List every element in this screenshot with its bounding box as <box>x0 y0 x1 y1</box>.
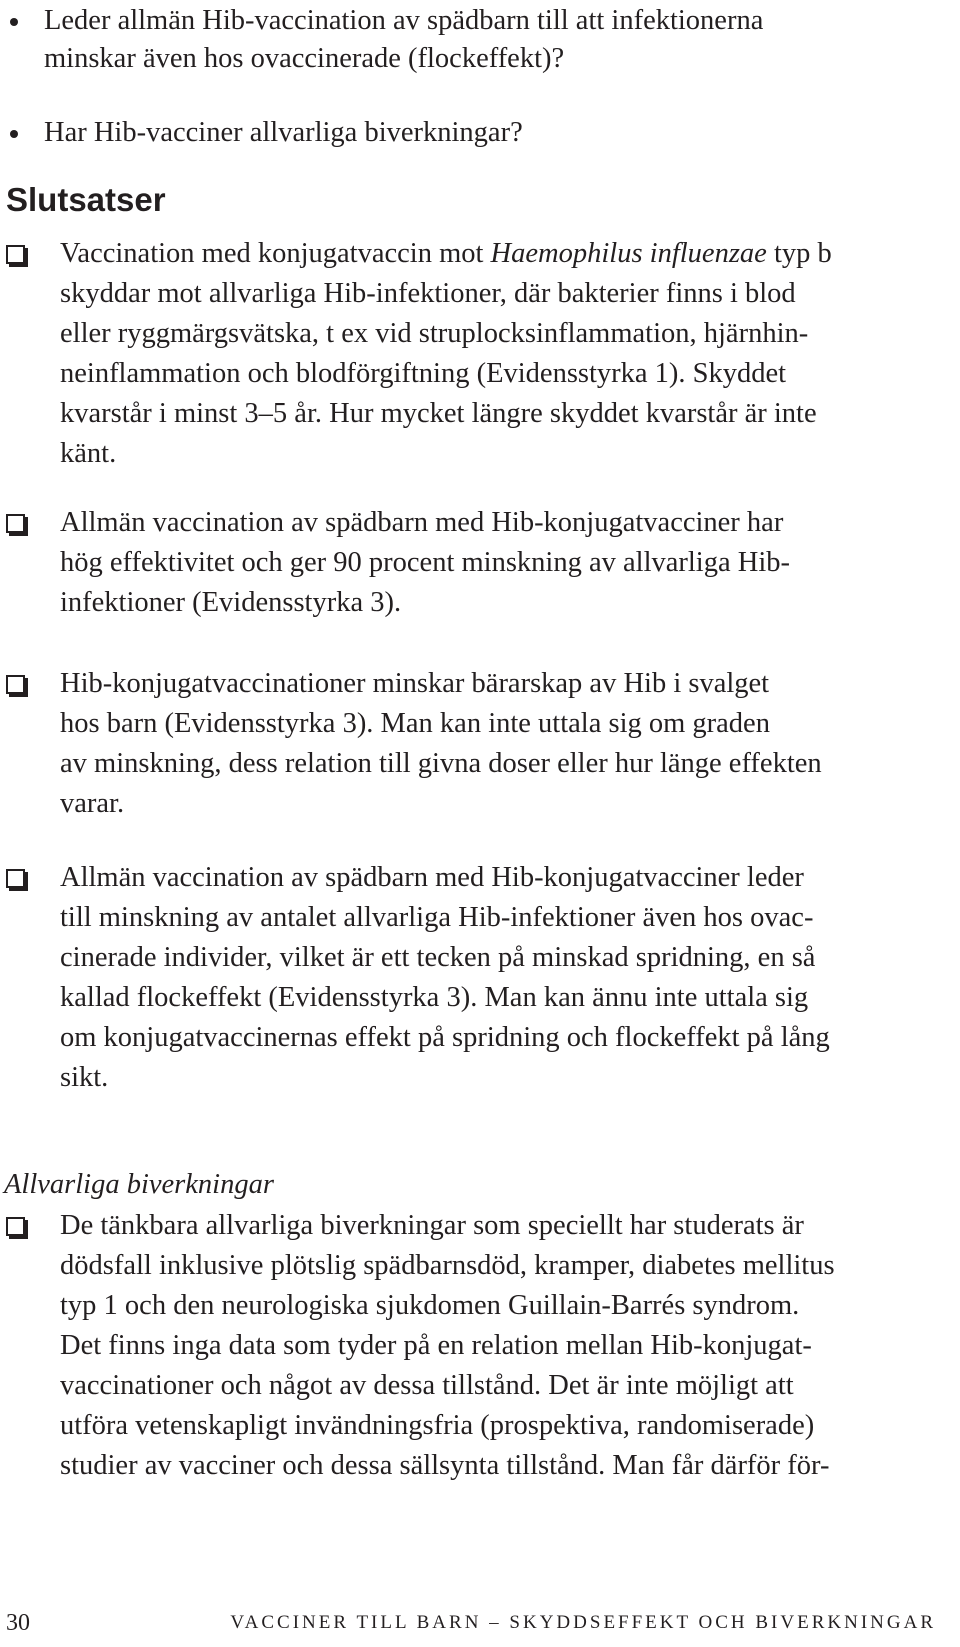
checkbox-icon <box>6 514 25 533</box>
running-title: VACCINER TILL BARN – SKYDDSEFFEKT OCH BIVERKNINGAR <box>230 1612 936 1633</box>
text-line: om konjugatvaccinernas effekt på spridning och flockeffekt på lång <box>60 1022 830 1053</box>
text-line: hos barn (Evidensstyrka 3). Man kan inte uttala sig om graden <box>60 708 770 739</box>
text-line: infektioner (Evidensstyrka 3). <box>60 587 402 618</box>
text-line: De tänkbara allvarliga biverkningar som speciellt har studerats är <box>60 1210 804 1241</box>
conclusion-text <box>60 503 948 623</box>
text-line: till minskning av antalet allvarliga Hib-infektioner även hos ovac- <box>60 902 814 933</box>
text-line: Det finns inga data som tyder på en relation mellan Hib-konjugat- <box>60 1330 812 1361</box>
text-line: neinflammation och blodförgiftning (Evidensstyrka 1). Skyddet <box>60 358 787 389</box>
text-line: Hib-konjugatvaccinationer minskar bärarskap av Hib i svalget <box>60 668 770 699</box>
page-number: 30 <box>6 1610 30 1636</box>
text-line: kvarstår i minst 3–5 år. Hur mycket längre skyddet kvarstår är inte <box>60 398 817 429</box>
question-line: minskar även hos ovaccinerade (flockeffekt)? <box>44 43 565 74</box>
text-line: Allmän vaccination av spädbarn med Hib-konjugatvacciner har <box>60 507 784 538</box>
text-line: skyddar mot allvarliga Hib-infektioner, där bakterier finns i blod <box>60 278 796 309</box>
conclusion-text <box>60 234 948 474</box>
text-line: Vaccination med konjugatvaccin mot Haemophilus influenzae typ b <box>60 238 832 269</box>
checkbox-icon <box>6 869 25 888</box>
text-line: cinerade individer, vilket är ett tecken på minskad spridning, en så <box>60 942 816 973</box>
text-line: typ 1 och den neurologiska sjukdomen Guillain-Barrés syndrom. <box>60 1290 800 1321</box>
conclusion-text <box>60 664 948 824</box>
bullet-dot-icon <box>10 130 18 138</box>
conclusion-text <box>60 858 948 1098</box>
organism-name: Haemophilus influenzae <box>490 238 767 269</box>
section-heading: Slutsatser <box>6 181 166 218</box>
subsection-heading: Allvarliga biverkningar <box>4 1169 274 1200</box>
question-line: Leder allmän Hib-vaccination av spädbarn till att infektionerna <box>44 5 764 36</box>
text-line: vaccinationer och något av dessa tillstånd. Det är inte möjligt att <box>60 1370 794 1401</box>
text-line: känt. <box>60 438 117 469</box>
checkbox-icon <box>6 675 25 694</box>
text-line: hög effektivitet och ger 90 procent minskning av allvarliga Hib- <box>60 547 790 578</box>
text-line: studier av vacciner och dessa sällsynta tillstånd. Man får därför för- <box>60 1450 830 1481</box>
text-line: dödsfall inklusive plötslig spädbarnsdöd, kramper, diabetes mellitus <box>60 1250 835 1281</box>
text-line: kallad flockeffekt (Evidensstyrka 3). Man kan ännu inte uttala sig <box>60 982 809 1013</box>
text-line: sikt. <box>60 1062 109 1093</box>
text-line: Allmän vaccination av spädbarn med Hib-konjugatvacciner leder <box>60 862 804 893</box>
question-text <box>44 114 934 152</box>
checkbox-icon <box>6 245 25 264</box>
text-line: utföra vetenskapligt invändningsfria (prospektiva, randomiserade) <box>60 1410 815 1441</box>
text-line: varar. <box>60 788 125 819</box>
checkbox-icon <box>6 1217 25 1236</box>
bullet-dot-icon <box>10 18 18 26</box>
text-line: av minskning, dess relation till givna doser eller hur länge effekten <box>60 748 822 779</box>
side-effects-text <box>60 1206 948 1486</box>
question-text <box>44 2 934 78</box>
page-footer <box>0 1603 960 1643</box>
text-line: eller ryggmärgsvätska, t ex vid struplocksinflammation, hjärnhin- <box>60 318 809 349</box>
question-line: Har Hib-vacciner allvarliga biverkningar? <box>44 117 523 148</box>
